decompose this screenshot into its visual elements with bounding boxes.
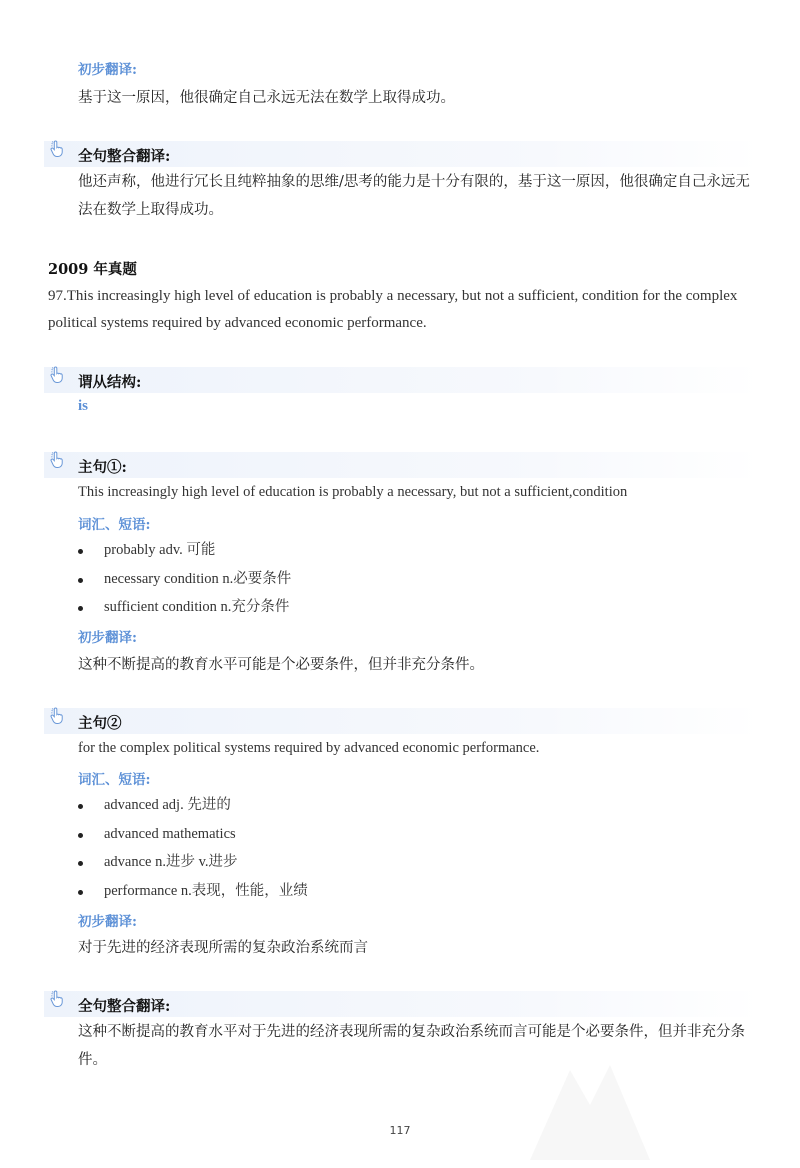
full-translation-heading: 全句整合翻译: (78, 998, 171, 1015)
vocab-list (78, 791, 308, 905)
main-clause-2-heading: 主句② (78, 715, 122, 732)
hand-pointer-icon (48, 366, 66, 384)
predicate-verb: is (78, 398, 89, 414)
vocab-item: probably adv. 可能 (78, 536, 291, 565)
main-clause-1-sentence: This increasingly high level of education is probably a necessary, but not a sufficient,condition (78, 484, 628, 500)
vocab-list (78, 536, 291, 622)
preliminary-translation-label: 初步翻译: (78, 630, 137, 646)
preliminary-translation-label: 初步翻译: (78, 914, 137, 930)
preliminary-translation-text: 基于这一原因，他很确定自己永远无法在数学上取得成功。 (78, 90, 455, 106)
hand-pointer-icon (48, 990, 66, 1008)
full-translation-text: 他还声称，他进行冗长且纯粹抽象的思维/思考的能力是十分有限的，基于这一原因，他很确定自己永远无法在数学上取得成功。 (78, 174, 750, 218)
preliminary-translation-text: 这种不断提高的教育水平可能是个必要条件，但并非充分条件。 (78, 657, 484, 673)
vocab-item: necessary condition n.必要条件 (78, 565, 291, 594)
watermark-logo (510, 1050, 670, 1160)
vocab-item: advance n.进步 v.进步 (78, 848, 308, 877)
preliminary-translation-text: 对于先进的经济表现所需的复杂政治系统而言 (78, 940, 368, 956)
vocab-label: 词汇、短语: (78, 772, 151, 788)
main-clause-1-heading: 主句①: (78, 459, 127, 476)
vocab-item: sufficient condition n.充分条件 (78, 593, 291, 622)
preliminary-translation-label: 初步翻译: (78, 62, 137, 78)
exam-year-title: 2009 年真题 (48, 261, 137, 278)
full-translation-heading: 全句整合翻译: (78, 148, 171, 165)
section-band (44, 708, 760, 734)
vocab-item: performance n.表现，性能，业绩 (78, 877, 308, 906)
hand-pointer-icon (48, 707, 66, 725)
hand-pointer-icon (48, 140, 66, 158)
vocab-label: 词汇、短语: (78, 517, 151, 533)
hand-pointer-icon (48, 451, 66, 469)
section-band (44, 452, 760, 478)
vocab-item: advanced adj. 先进的 (78, 791, 308, 820)
full-translation-text: 这种不断提高的教育水平对于先进的经济表现所需的复杂政治系统而言可能是个必要条件，但并非充分条件。 (78, 1024, 745, 1068)
predicate-structure-heading: 谓从结构: (78, 374, 142, 391)
page-number: 117 (389, 1124, 411, 1137)
main-clause-2-sentence: for the complex political systems required by advanced economic performance. (78, 740, 540, 756)
vocab-item: advanced mathematics (78, 820, 308, 849)
exam-question-sentence: 97.This increasingly high level of education is probably a necessary, but not a sufficient, condition for the complex political systems required by advanced economic performance. (48, 288, 738, 331)
section-band (44, 367, 760, 393)
